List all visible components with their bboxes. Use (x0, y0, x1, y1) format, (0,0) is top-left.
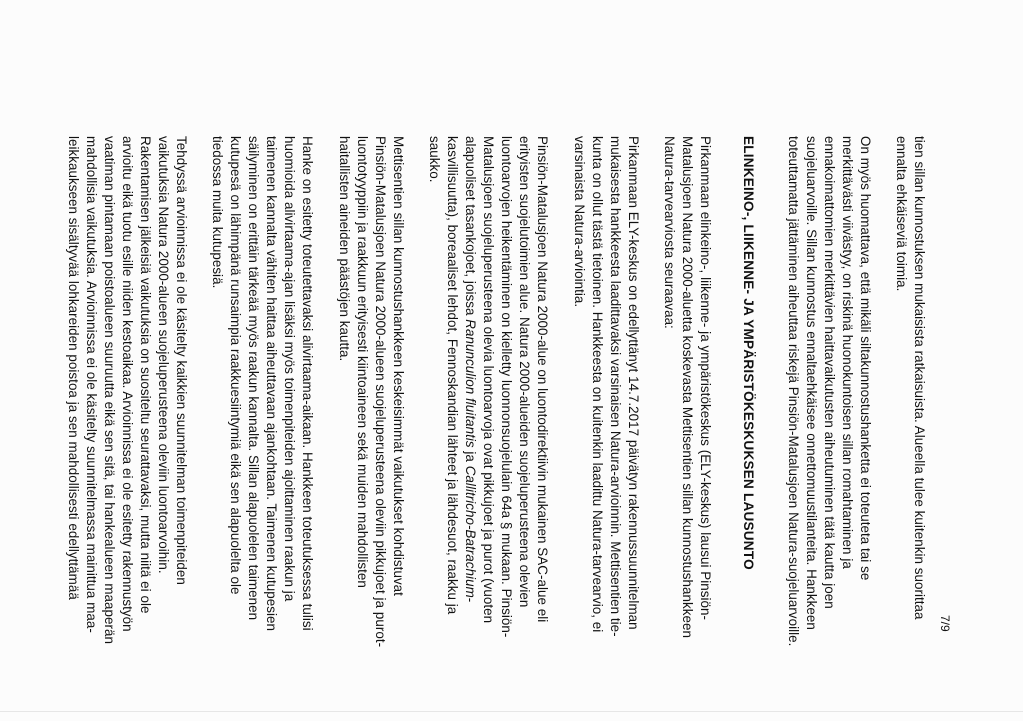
text-line: merkittävästi viivästyy, on riskinä huonokuntoisen sillan romahtaminen ja (840, 136, 855, 569)
text-line: erityisten suojelutoimien alue. Natura 2000-alueiden suojeluperusteena olevien (517, 136, 532, 608)
text-line: Hanke on esitetty toteutettavaksi alivirtaama-aikaan. Hankkeen toteutuksessa tulisi (300, 136, 315, 631)
text-run: ja (463, 447, 478, 466)
text-line: Mettisentien sillan kunnostushankkeen keskeisimmät vaikutukset kohdistuvat (391, 136, 406, 596)
text-line: taimenen kannalta vähiten haittaa aiheuttavaan ajankohtaan. Taimenen kutupesien (264, 136, 279, 632)
text-line: varsinaista Natura-arviointia. (572, 136, 587, 308)
scan-edge (0, 711, 1023, 712)
text-line: kunta on ollut tästä tietoinen. Hankkeesta on kuitenkin laadittu Natura-tarvearvio, ei (590, 136, 605, 633)
species-name: Callitricho-Batrachium (463, 465, 478, 598)
text-line: tiedossa muita kutupesiä. (210, 136, 225, 289)
text-line: tien sillan kunnostuksen mukaisista ratkaisuista. Alueella tulee kuitenkin suorittaa (912, 136, 927, 620)
text-run: alapuoliset tasankojoet, joissa (463, 136, 478, 320)
text-line: säilyminen on erittäin tärkeää myös raakun kannalta. Sillan alapuolelen taimenen (246, 136, 261, 621)
text-line: mahdollisia vaikutuksia. Arvioinnissa ei ole käsitelty suunnitelmassa mainittua maa- (84, 136, 99, 633)
text-line: kasvillisuutta), boreaaliset lehdot, Fennoskandian lähteet ja lähdesuot, raakku ja (445, 136, 460, 615)
text-line: toteuttamatta jättäminen aiheuttaa riskejä Pinsiön-Matalusjoen Natura-suojeluarvoille. (786, 136, 801, 647)
section-heading: ELINKEINO-, LIIKENNE- JA YMPÄRISTÖKESKUKSEN LAUSUNTO (741, 136, 756, 570)
page-number: 7/9 (938, 615, 952, 632)
text-line: vaikutuksia Natura 2000-alueen suojeluperusteena oleviin luontoarvoihin. (156, 136, 171, 574)
text-line: saukko. (427, 136, 442, 183)
text-line: On myös huomattava, että mikäli siltakunnostushanketta ei toteuteta tai se (858, 136, 873, 581)
text-line: Pirkanmaan ELY-keskus on edellyttänyt 14.7.2017 päivätyn rakennussuunnitelman (626, 136, 641, 630)
text-line: luontoarvojen heikentäminen on kielletty luonnonsuojelulain 64a § mukaan. Pinsiön- (499, 136, 514, 638)
text-line: leikkaukseen sisältyvää lohkareiden poistoa ja sen mahdollisesti edellyttämää (66, 136, 81, 600)
text-line: huomioida alivirtaama-ajan lisäksi myös toimenpiteiden ajoittaminen raakun ja (282, 136, 297, 602)
species-name: Ranunculion fluitantis (463, 319, 478, 448)
text-line: arvioitu eikä tuotu esille niiden kestoaikaa. Arvioinnissa ei ole esitetty rakennustyön (120, 136, 135, 632)
text-line: Pinsiön-Matalusjoen Natura 2000-alue on luontodirektiivin mukainen SAC-alue eli (535, 136, 550, 623)
text-line: suojeluarvoille. Sillan kunnostus ennaltaehkäisee onnettomuustilanteita. Hankkeen (804, 136, 819, 630)
text-line: mukaisesta hankkeesta laadittavaksi varsinaisen Natura-arvioinnin. Mettisentien tie- (608, 136, 623, 637)
text-line: ennakoimattomien merkittävien haittavaikutusten aiheutuminen tätä kautta joen (822, 136, 837, 609)
text-line: Matalusjoen suojeluperusteena olevia luontoarvoja ovat pikkujoet ja purot (vuoten (481, 136, 496, 624)
text-line: Natura-tarvearviosta seuraavaa: (662, 136, 677, 329)
text-line: vaatiman pintamaan poistoalueen suuruutta eikä sen sitä, tai hankealueen maaperän (102, 136, 117, 645)
text-line: haitallisten aineiden päästöjen kautta. (337, 136, 352, 362)
text-line: luontotyyppiin ja raakkuun erityisesti kiintoaineen sekä muiden mahdollisten (355, 136, 370, 588)
text-line (464, 136, 477, 602)
text-line: ennalta ehkäiseviä toimia. (894, 136, 909, 292)
text-line: Tehdyssä arvioinnissa ei ole käsitelty kaikkien suunnitelman toimenpiteiden (174, 136, 189, 585)
text-line: kutupesä on lähimpänä runsaimpia raakkuesiintymiä eikä sen alapuolelta ole (228, 136, 243, 595)
text-run: - (463, 597, 478, 603)
text-line: Pinsiön-Matalusjoen Natura 2000-alueen suojeluperusteena oleviin pikkujoet ja purot- (373, 136, 388, 648)
text-line: Matalusjoen Natura 2000-aluetta koskevasta Mettisentien sillan kunnostushankkeen (680, 136, 695, 638)
text-line: Rakentamisen jälkeisiä vaikutuksia on suositeltu seurattavaksi, mutta niitä ei ole (138, 136, 153, 614)
text-line: Pirkanmaan elinkeino-, liikenne- ja ympäristökeskus (ELY-keskus) lausui Pinsiön- (698, 136, 713, 621)
